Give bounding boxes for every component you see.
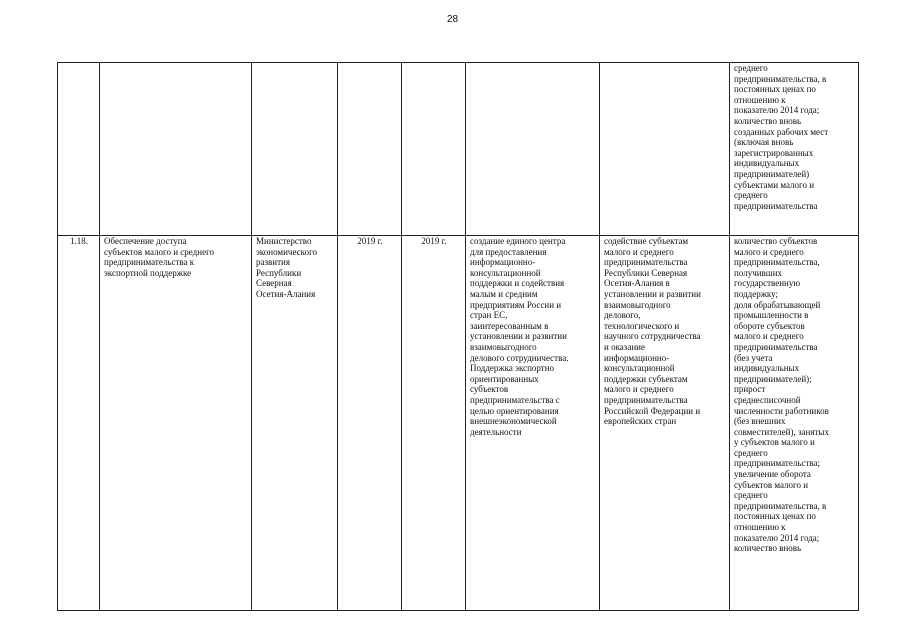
cell-measure xyxy=(100,63,252,236)
cell-executor xyxy=(252,63,338,236)
cell-end-year xyxy=(402,63,466,236)
table-row-item xyxy=(58,236,859,611)
page-number: 28 xyxy=(446,14,459,25)
cell-start-year xyxy=(338,63,402,236)
table-row-continuation xyxy=(58,63,859,236)
cell-number: 1.18. xyxy=(58,236,100,611)
cell-indicators: количество субъектов малого и среднего предпринимательства, получивших государственную поддержку; доля обрабатывающей промышленности в обороте субъектов малого и среднего предпринимательства (без учета индивидуальных предпринимателей); прирост среднесписочной численности работников (без внешних совместителей), занятых у субъектов малого и среднего предпринимательства; увеличение оборота субъектов малого и среднего предпринимательства, в постоянных ценах по отношению к показателю 2014 года; количество вновь xyxy=(730,236,859,611)
cell-executor: Министерство экономического развития Республики Северная Осетия-Алания xyxy=(252,236,338,611)
cell-content: создание единого центра для предоставления информационно- консультационной поддержки и содействия малым и средним предприятиям России и стран ЕС, заинтересованным в установлении и развитии взаимовыгодного делового сотрудничества. Поддержка экспортно ориентированных субъектов предпринимательства с целью ориентирования внешнеэкономической деятельности xyxy=(466,236,600,611)
cell-result: содействие субъектам малого и среднего предпринимательства Республики Северная Осетия-Алания в установлении и развитии взаимовыгодного делового, технологического и научного сотрудничества и оказание информационно- консультационной поддержки субъектам малого и среднего предпринимательства Российской Федерации и европейских стран xyxy=(600,236,730,611)
cell-measure: Обеспечение доступа субъектов малого и среднего предпринимательства к экспортной поддержке xyxy=(100,236,252,611)
cell-start-year: 2019 г. xyxy=(338,236,402,611)
cell-number xyxy=(58,63,100,236)
cell-end-year: 2019 г. xyxy=(402,236,466,611)
measures-table xyxy=(57,62,859,611)
cell-indicators: среднего предпринимательства, в постоянных ценах по отношению к показателю 2014 года; количество вновь созданных рабочих мест (включая вновь зарегистрированных индивидуальных предпринимателей) субъектами малого и среднего предпринимательства xyxy=(730,63,859,236)
cell-content xyxy=(466,63,600,236)
cell-result xyxy=(600,63,730,236)
